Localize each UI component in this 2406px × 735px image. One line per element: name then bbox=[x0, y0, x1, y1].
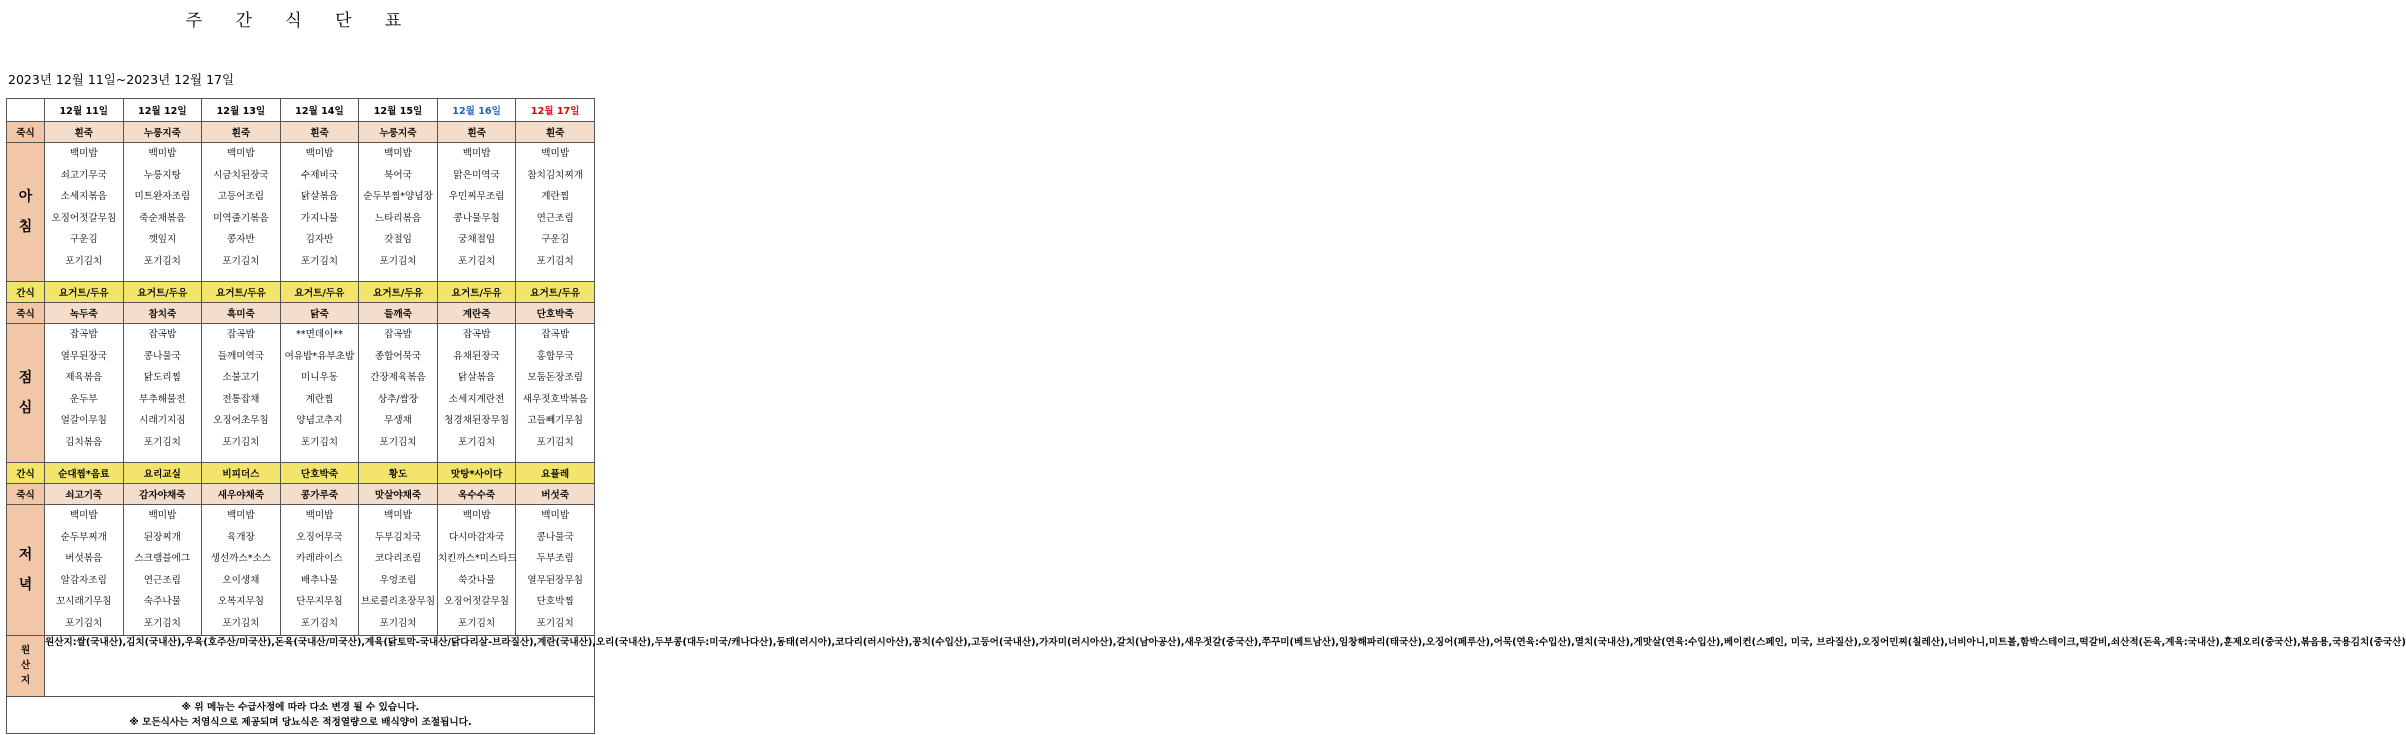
menu-item: 김자반 bbox=[305, 234, 334, 246]
breakfast-cell bbox=[437, 143, 516, 282]
menu-item: 포기김치 bbox=[379, 436, 417, 448]
menu-item: 백미밥 bbox=[462, 148, 491, 159]
menu-item: 카레라이스 bbox=[296, 553, 343, 565]
porridge-cell: 감자야채죽 bbox=[123, 484, 202, 505]
breakfast-cell bbox=[359, 143, 438, 282]
menu-item: 백미밥 bbox=[462, 510, 491, 521]
menu-item: 궁채절임 bbox=[458, 234, 496, 246]
dinner-cell bbox=[202, 505, 281, 636]
lunch-cell bbox=[437, 324, 516, 463]
dinner-cell bbox=[280, 505, 359, 636]
day-header: 12월 13일 bbox=[202, 99, 281, 122]
menu-item: 코다리조림 bbox=[374, 553, 422, 565]
menu-item: 여유밥*유부초밥 bbox=[284, 350, 355, 362]
menu-item: 콩나물국 bbox=[536, 531, 574, 543]
day-header: 12월 15일 bbox=[359, 99, 438, 122]
menu-item: 단무지무침 bbox=[296, 596, 343, 608]
menu-item: 포기김치 bbox=[143, 617, 181, 629]
menu-item: 닭살볶음 bbox=[300, 191, 338, 203]
menu-item: 단호박찜 bbox=[536, 596, 574, 608]
porridge-cell: 누룽지죽 bbox=[359, 122, 438, 143]
breakfast-row bbox=[7, 143, 595, 282]
snack-cell: 요거트/두유 bbox=[202, 282, 281, 303]
menu-item: 생선까스*소스 bbox=[210, 553, 272, 565]
notes-cell bbox=[7, 696, 595, 733]
menu-item: 제육볶음 bbox=[65, 372, 103, 384]
dinner-label: 저 녁 bbox=[7, 505, 45, 636]
menu-item: 포기김치 bbox=[379, 617, 417, 629]
snack-cell: 요거트/두유 bbox=[437, 282, 516, 303]
dinner-porridge-label: 죽식 bbox=[7, 484, 45, 505]
breakfast-cell bbox=[280, 143, 359, 282]
menu-item: 들깨미역국 bbox=[217, 350, 265, 362]
menu-item: 전통잡채 bbox=[222, 393, 260, 405]
snack-cell: 요플레 bbox=[516, 463, 595, 484]
menu-item: 쑥갓나물 bbox=[458, 574, 496, 586]
menu-item: 포기김치 bbox=[300, 255, 338, 267]
menu-item: 백미밥 bbox=[69, 148, 98, 159]
menu-item: 오징어젓갈무침 bbox=[51, 212, 117, 224]
menu-item: 포기김치 bbox=[458, 436, 496, 448]
menu-item: 계란찜 bbox=[305, 393, 334, 405]
menu-item: 열무된장무침 bbox=[527, 574, 583, 586]
porridge-cell: 녹두죽 bbox=[45, 303, 124, 324]
lunch-cell bbox=[123, 324, 202, 463]
day-header-saturday: 12월 16일 bbox=[437, 99, 516, 122]
porridge-cell: 흰죽 bbox=[280, 122, 359, 143]
menu-item: 청경채된장무침 bbox=[444, 415, 510, 427]
dinner-cell bbox=[359, 505, 438, 636]
lunch-porridge-row bbox=[7, 303, 595, 324]
lunch-cell bbox=[202, 324, 281, 463]
menu-item: 잡곡밥 bbox=[227, 329, 255, 340]
notes-row bbox=[7, 696, 595, 733]
menu-item: 닭살볶음 bbox=[458, 372, 496, 384]
porridge-cell: 흰죽 bbox=[516, 122, 595, 143]
menu-item: 유채된장국 bbox=[453, 350, 500, 362]
menu-item: 미니우동 bbox=[300, 372, 338, 384]
menu-item: 백미밥 bbox=[384, 510, 412, 521]
menu-item: 포기김치 bbox=[536, 436, 574, 448]
menu-item: 모둠돈장조림 bbox=[527, 372, 583, 384]
lunch-row bbox=[7, 324, 595, 463]
menu-item: 맑은미역국 bbox=[453, 169, 500, 181]
menu-item: 백미밥 bbox=[148, 148, 177, 159]
day-header: 12월 11일 bbox=[45, 99, 124, 122]
dinner-porridge-row bbox=[7, 484, 595, 505]
menu-item: 백미밥 bbox=[305, 148, 334, 159]
menu-item: 백미밥 bbox=[69, 510, 98, 521]
porridge-cell: 단호박죽 bbox=[516, 303, 595, 324]
menu-item: 미트완자조림 bbox=[134, 191, 191, 203]
menu-item: 치킨까스*미스타드 bbox=[437, 553, 517, 565]
snack-cell: 요거트/두유 bbox=[359, 282, 438, 303]
menu-item: 콩자반 bbox=[227, 234, 255, 246]
menu-item: 두부조림 bbox=[536, 553, 574, 565]
lunch-cell bbox=[45, 324, 124, 463]
menu-item: 꼬시래기무침 bbox=[55, 596, 112, 608]
menu-item: 백미밥 bbox=[541, 510, 570, 521]
header-corner-cell bbox=[7, 99, 45, 122]
menu-item: 오이생채 bbox=[222, 574, 260, 586]
menu-item: 연근조림 bbox=[143, 574, 181, 586]
menu-item: 누룽지탕 bbox=[143, 169, 181, 181]
lunch-porridge-label: 죽식 bbox=[7, 303, 45, 324]
note-line: ※ 위 메뉴는 수급사정에 따라 다소 변경 될 수 있습니다. bbox=[181, 701, 420, 713]
origin-label: 원 산 지 bbox=[7, 635, 45, 696]
breakfast-porridge-label: 죽식 bbox=[7, 122, 45, 143]
menu-item: 잡곡밥 bbox=[541, 329, 570, 340]
menu-item: **면데이** bbox=[295, 329, 343, 340]
snack-cell: 맛탕*사이다 bbox=[437, 463, 516, 484]
porridge-cell: 콩가루죽 bbox=[280, 484, 359, 505]
menu-item: 소불고기 bbox=[222, 372, 260, 384]
day-header-row bbox=[7, 99, 595, 122]
menu-item: 포기김치 bbox=[65, 255, 103, 267]
porridge-cell: 맛살야채죽 bbox=[359, 484, 438, 505]
weekly-menu-table bbox=[6, 98, 2406, 734]
menu-item: 시래기지짐 bbox=[139, 415, 186, 427]
menu-item: 미역줄기볶음 bbox=[213, 212, 269, 224]
menu-item: 순두부찜*양념장 bbox=[363, 191, 433, 203]
menu-item: 잡곡밥 bbox=[462, 329, 491, 340]
menu-item: 오복지무침 bbox=[217, 596, 265, 608]
menu-item: 포기김치 bbox=[536, 255, 574, 267]
menu-item: 오징어젓갈무침 bbox=[444, 596, 510, 608]
menu-item: 다시마감자국 bbox=[448, 531, 505, 543]
porridge-cell: 계란죽 bbox=[437, 303, 516, 324]
porridge-cell: 참치죽 bbox=[123, 303, 202, 324]
menu-item: 닭도리찜 bbox=[143, 372, 181, 384]
breakfast-label: 아 침 bbox=[7, 143, 45, 282]
menu-item: 콩나물무침 bbox=[453, 212, 500, 224]
menu-item: 북어국 bbox=[384, 169, 412, 181]
menu-item: 잡곡밥 bbox=[148, 329, 177, 340]
menu-item: 잡곡밥 bbox=[384, 329, 412, 340]
origin-row bbox=[7, 635, 595, 696]
porridge-cell: 쇠고기죽 bbox=[45, 484, 124, 505]
origin-text: 원산지:쌀(국내산),김치(국내산),우육(호주산/미국산),돈육(국내산/미국산),계육(닭토막-국내산/닭다리살-브라질산),계란(국내산),오리(국내산),두부콩(대두:미국/캐나다산),동태(러시아),코다리(러시아산),꽁치(수입산),고등어(국내산),가자미(러시아산),갈치(남아공산),새우젓갈(중국산),쭈꾸미(베트남산),임창해파리(태국산),오징어(페루산),어묵(연육:수입산),멸치(국내산),게맛살(연육:수입산),베이컨(스페인, 미국, 브라질산),오징어민찌(칠레산),너비아니,미트볼,함박스테이크,떡갈비,쇠산적(돈육,계육:국내산),훈제오리(중국산),볶음용,국용김치(중국산) bbox=[45, 635, 595, 696]
menu-item: 잡곡밥 bbox=[69, 329, 98, 340]
menu-item: 느타리볶음 bbox=[374, 212, 422, 224]
menu-item: 홍합무국 bbox=[536, 350, 574, 362]
porridge-cell: 누룽지죽 bbox=[123, 122, 202, 143]
menu-item: 우민찌무조림 bbox=[448, 191, 505, 203]
porridge-cell: 흰죽 bbox=[437, 122, 516, 143]
lunch-label: 점 심 bbox=[7, 324, 45, 463]
menu-item: 포기김치 bbox=[458, 617, 496, 629]
porridge-cell: 버섯죽 bbox=[516, 484, 595, 505]
menu-item: 소세지볶음 bbox=[60, 191, 107, 203]
menu-item: 배추나물 bbox=[300, 574, 338, 586]
page-title: 주 간 식 단 표 bbox=[185, 11, 416, 31]
menu-item: 시금치된장국 bbox=[213, 169, 269, 181]
menu-item: 쇠고기무국 bbox=[60, 169, 107, 181]
menu-item: 포기김치 bbox=[379, 255, 417, 267]
menu-item: 브로콜리초장무침 bbox=[360, 596, 436, 608]
dinner-row bbox=[7, 505, 595, 636]
day-header: 12월 12일 bbox=[123, 99, 202, 122]
menu-item: 포기김치 bbox=[300, 436, 338, 448]
menu-item: 콩나물국 bbox=[143, 350, 181, 362]
menu-item: 우엉조림 bbox=[379, 574, 417, 586]
breakfast-porridge-row bbox=[7, 122, 595, 143]
menu-item: 백미밥 bbox=[227, 148, 255, 159]
menu-item: 부추해물전 bbox=[139, 393, 186, 405]
porridge-cell: 흑미죽 bbox=[202, 303, 281, 324]
menu-item: 종합어묵국 bbox=[374, 350, 422, 362]
menu-item: 백미밥 bbox=[305, 510, 334, 521]
lunch-cell bbox=[516, 324, 595, 463]
menu-item: 백미밥 bbox=[148, 510, 177, 521]
breakfast-cell bbox=[202, 143, 281, 282]
snack-cell: 순대찜*음료 bbox=[45, 463, 124, 484]
menu-item: 고들빼기무침 bbox=[527, 415, 583, 427]
snack-cell: 비피더스 bbox=[202, 463, 281, 484]
menu-item: 소세지계란전 bbox=[448, 393, 505, 405]
menu-item: 포기김치 bbox=[143, 255, 181, 267]
menu-item: 고등어조림 bbox=[217, 191, 265, 203]
snack2-row bbox=[7, 463, 595, 484]
menu-item: 포기김치 bbox=[536, 617, 574, 629]
menu-item: 무생채 bbox=[384, 415, 412, 427]
menu-item: 죽순채볶음 bbox=[139, 212, 186, 224]
snack-cell: 단호박죽 bbox=[280, 463, 359, 484]
menu-item: 오징어무국 bbox=[296, 531, 343, 543]
dinner-cell bbox=[437, 505, 516, 636]
porridge-cell: 흰죽 bbox=[202, 122, 281, 143]
snack-cell: 요거트/두유 bbox=[123, 282, 202, 303]
menu-item: 스크램블에그 bbox=[134, 553, 191, 565]
menu-item: 구운김 bbox=[541, 234, 570, 246]
menu-item: 포기김치 bbox=[222, 436, 260, 448]
menu-item: 백미밥 bbox=[227, 510, 255, 521]
menu-item: 연근조림 bbox=[536, 212, 574, 224]
breakfast-cell bbox=[123, 143, 202, 282]
snack1-label: 간식 bbox=[7, 282, 45, 303]
menu-item: 간장제육볶음 bbox=[370, 372, 426, 384]
menu-item: 포기김치 bbox=[300, 617, 338, 629]
lunch-cell bbox=[359, 324, 438, 463]
menu-item: 포기김치 bbox=[143, 436, 181, 448]
snack-cell: 요거트/두유 bbox=[45, 282, 124, 303]
porridge-cell: 흰죽 bbox=[45, 122, 124, 143]
menu-item: 된장찌개 bbox=[143, 531, 181, 543]
lunch-cell bbox=[280, 324, 359, 463]
breakfast-cell bbox=[45, 143, 124, 282]
menu-item: 백미밥 bbox=[384, 148, 412, 159]
porridge-cell: 들깨죽 bbox=[359, 303, 438, 324]
menu-item: 계란찜 bbox=[541, 191, 570, 203]
note-line: ※ 모든식사는 저염식으로 제공되며 당뇨식은 적정열량으로 배식양이 조절됩니다. bbox=[129, 716, 472, 728]
porridge-cell: 새우야채죽 bbox=[202, 484, 281, 505]
menu-item: 가지나물 bbox=[300, 212, 338, 224]
dinner-cell bbox=[45, 505, 124, 636]
menu-item: 운두부 bbox=[69, 393, 98, 405]
dinner-cell bbox=[516, 505, 595, 636]
snack-cell: 요거트/두유 bbox=[516, 282, 595, 303]
snack2-label: 간식 bbox=[7, 463, 45, 484]
menu-item: 포기김치 bbox=[458, 255, 496, 267]
menu-item: 구운김 bbox=[69, 234, 98, 246]
menu-item: 육개장 bbox=[227, 531, 255, 543]
menu-period: 2023년 12월 11일~2023년 12월 17일 bbox=[8, 72, 235, 87]
day-header: 12월 14일 bbox=[280, 99, 359, 122]
menu-item: 포기김치 bbox=[222, 617, 260, 629]
snack-cell: 요거트/두유 bbox=[280, 282, 359, 303]
menu-item: 갓절임 bbox=[384, 234, 412, 246]
menu-item: 얼갈이무침 bbox=[60, 415, 107, 427]
menu-item: 수제비국 bbox=[300, 169, 338, 181]
menu-item: 숙주나물 bbox=[143, 596, 181, 608]
snack-cell: 황도 bbox=[359, 463, 438, 484]
breakfast-cell bbox=[516, 143, 595, 282]
menu-item: 상추/쌈장 bbox=[377, 393, 419, 405]
menu-item: 새우젓호박볶음 bbox=[522, 393, 588, 405]
menu-item: 버섯볶음 bbox=[65, 553, 103, 565]
menu-item: 깻잎지 bbox=[148, 234, 177, 246]
menu-item: 오징어초무침 bbox=[213, 415, 269, 427]
menu-item: 알감자조림 bbox=[60, 574, 107, 586]
day-header-sunday: 12월 17일 bbox=[516, 99, 595, 122]
snack1-row bbox=[7, 282, 595, 303]
menu-item: 포기김치 bbox=[65, 617, 103, 629]
menu-item: 양념고추지 bbox=[296, 415, 343, 427]
menu-item: 백미밥 bbox=[541, 148, 570, 159]
porridge-cell: 옥수수죽 bbox=[437, 484, 516, 505]
menu-item: 순두부찌개 bbox=[60, 531, 107, 543]
menu-item: 김치볶음 bbox=[65, 436, 103, 448]
porridge-cell: 닭죽 bbox=[280, 303, 359, 324]
menu-item: 참치김치찌개 bbox=[527, 169, 583, 181]
snack-cell: 요리교실 bbox=[123, 463, 202, 484]
menu-item: 포기김치 bbox=[222, 255, 260, 267]
dinner-cell bbox=[123, 505, 202, 636]
menu-item: 열무된장국 bbox=[60, 350, 107, 362]
menu-item: 두부김치국 bbox=[374, 531, 422, 543]
